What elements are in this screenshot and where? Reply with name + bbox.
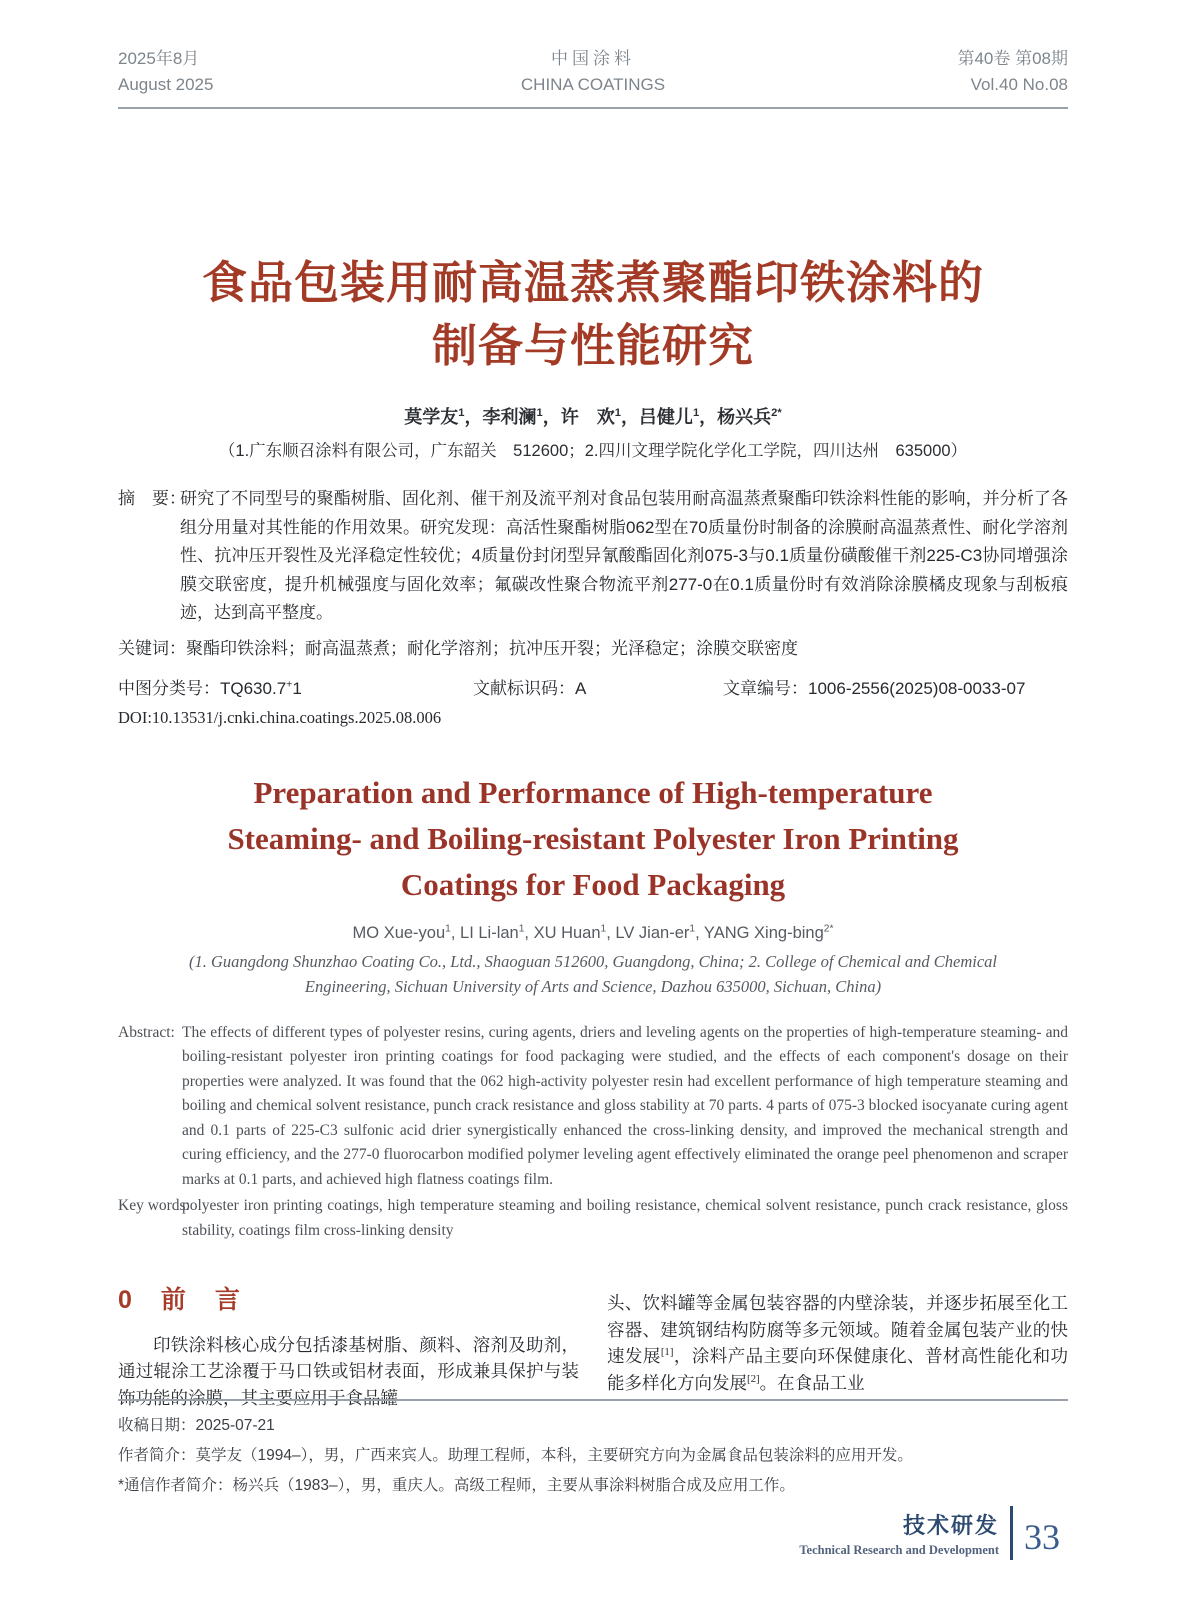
keywords-en-label: Key words: (118, 1197, 190, 1214)
intro-text: 头、饮料罐等金属包装容器的内壁涂装，并逐步拓展至化工容器、建筑钢结构防腐等多元领域。随着金属包装产业的快速发展 (607, 1293, 1068, 1366)
author-name: ，李利澜 (464, 407, 537, 427)
header-date-zh: 2025年8月 (118, 49, 200, 68)
header-journal (432, 46, 755, 98)
abstract-en-label: Abstract: (118, 1023, 175, 1041)
footer-section-zh: 技术研发 (902, 1512, 999, 1538)
keywords-zh (118, 635, 1068, 663)
author-name-en: , XU Huan (524, 923, 601, 942)
footnote-block (118, 1399, 1068, 1501)
citation-ref: [1] (660, 1346, 674, 1359)
meta-row (118, 674, 1068, 699)
footnote-corresponding-author: *通信作者简介：杨兴兵（1983–），男，重庆人。高级工程师，主要从事涂料树脂合成及应用工作。 (118, 1477, 795, 1494)
author-sup-en: 1 (518, 923, 525, 934)
paper-title-zh-line1: 食品包装用耐高温蒸煮聚酯印铁涂料的 (201, 257, 984, 308)
intro-column-left (118, 1283, 579, 1411)
affiliation-zh: （1.广东顺召涂料有限公司，广东韶关 512600；2.四川文理学院化学化工学院，四川达州 635000） (218, 442, 968, 460)
footer-section-labels (799, 1509, 999, 1558)
keywords-zh-label: 关键词： (118, 638, 186, 658)
abstract-zh (118, 485, 1068, 628)
abstract-en-text: The effects of different types of polyester resins, curing agents, driers and leveling agents on the properties of high-temperature steaming- and boiling-resistant polyester iron printing coatings for food packaging were studied, and the effects of each component's dosage on their properties were analyzed. It was found that the 062 high-activity polyester resin had excellent performance of high temperature steaming and boiling and chemical solvent resistance, punch crack resistance and gloss stability at 70 parts. 4 parts of 075-3 blocked isocyanate curing agent and 0.1 parts of 225-C3 sulfonic acid drier synergistically enhanced the cross-linking density, and improved the mechanical strength and curing efficiency, and the 277-0 fluorocarbon modified polymer leveling agent effectively eliminated the orange peel phenomenon and scraper marks at 0.1 parts, and achieved high flatness coatings film. (182, 1023, 1068, 1188)
author-sup: 1 (692, 407, 700, 419)
author-name: ，许 欢 (542, 407, 615, 427)
abstract-zh-text: 研究了不同型号的聚酯树脂、固化剂、催干剂及流平剂对食品包装用耐高温蒸煮聚酯印铁涂料性能的影响，并分析了各组分用量对其性能的作用效果。研究发现：高活性聚酯树脂062型在70质量份时制备的涂膜耐高温蒸煮性、耐化学溶剂性、抗冲压开裂性及光泽稳定性较优；4质量份封闭型异氰酸酯固化剂075-3与0.1质量份磺酸催干剂225-C3协同增强涂膜交联密度，提升机械强度与固化效率；氟碳改性聚合物流平剂277-0在0.1质量份时有效消除涂膜橘皮现象与刮板痕迹，达到高平整度。 (180, 489, 1068, 622)
header-issue (755, 46, 1069, 98)
citation-ref: [2] (747, 1372, 760, 1385)
journal-header (118, 0, 1068, 109)
paper-title-en-line2: Steaming- and Boiling-resistant Polyester Iron Printing (227, 820, 959, 856)
paper-title-zh (118, 251, 1068, 377)
authors-en (118, 924, 1068, 943)
paper-title-en-line3: Coatings for Food Packaging (400, 866, 786, 902)
intro-text: 。在食品工业 (759, 1372, 865, 1393)
author-sup: 1 (458, 407, 465, 419)
page-number: 33 (1024, 1517, 1060, 1557)
paper-title-en-line1: Preparation and Performance of High-temperature (253, 774, 933, 810)
author-sup: 1 (536, 407, 543, 419)
document-code: 文献标识码：A (473, 678, 587, 698)
keywords-en (118, 1194, 1068, 1243)
author-name-en: MO Xue-you (352, 923, 446, 942)
paper-title-en (118, 770, 1068, 908)
header-issue-en: Vol.40 No.08 (970, 75, 1068, 94)
keywords-en-text: polyester iron printing coatings, high temperature steaming and boiling resistance, chemical solvent resistance, punch crack resistance, gloss stability, coatings film cross-linking density (182, 1197, 1068, 1239)
footer-section-en: Technical Research and Development (799, 1542, 999, 1557)
author-name: ，吕健儿 (620, 407, 693, 427)
doi: DOI:10.13531/j.cnki.china.coatings.2025.08.006 (118, 707, 442, 727)
author-sup: 1 (614, 407, 621, 419)
affiliation-en-line1: (1. Guangdong Shunzhao Coating Co., Ltd., Shaoguan 512600, Guangdong, China; 2. College of Chemical and Chemical (188, 951, 998, 971)
keywords-zh-text: 聚酯印铁涂料；耐高温蒸煮；耐化学溶剂；抗冲压开裂；光泽稳定；涂膜交联密度 (186, 638, 798, 658)
header-issue-zh: 第40卷 第08期 (957, 49, 1068, 68)
intro-text: ，涂料产品主要向环保健康化、普材高性能化和功能多样化方向发展 (607, 1346, 1069, 1393)
abstract-zh-label: 摘 要： (118, 489, 186, 508)
author-sup-en: 2* (823, 923, 834, 934)
clc-value: 1 (292, 678, 302, 698)
intro-paragraph-left: 印铁涂料核心成分包括漆基树脂、颜料、溶剂及助剂，通过辊涂工艺涂覆于马口铁或铝材表面，形成兼具保护与装饰功能的涂膜，其主要应用于食品罐 (118, 1334, 579, 1408)
affiliation-en (118, 949, 1068, 999)
header-date (118, 46, 432, 98)
affiliation-en-line2: Engineering, Sichuan University of Arts and Science, Dazhou 635000, Sichuan, China) (304, 976, 882, 996)
header-date-en: August 2025 (118, 75, 214, 94)
footnote-author-bio: 作者简介：莫学友（1994–），男，广西来宾人。助理工程师，本科，主要研究方向为金属食品包装涂料的应用开发。 (118, 1447, 913, 1464)
clc-label: 中图分类号： (118, 678, 220, 698)
intro-column-right (607, 1283, 1068, 1411)
clc-value: TQ630.7 (220, 678, 287, 698)
author-name-en: , LI Li-lan (450, 923, 519, 942)
paper-title-zh-line2: 制备与性能研究 (431, 320, 754, 371)
footnote-received-date: 收稿日期：2025-07-21 (118, 1417, 275, 1434)
article-id: 文章编号：1006-2556(2025)08-0033-07 (723, 678, 1026, 698)
author-name: ，杨兴兵 (699, 407, 772, 427)
author-sup: 2* (771, 407, 782, 419)
author-name: 莫学友 (404, 407, 459, 427)
author-name-en: , YANG Xing-bing (695, 923, 824, 942)
header-journal-en: CHINA COATINGS (520, 75, 666, 94)
authors-zh (118, 403, 1068, 429)
page-footer (799, 1506, 1060, 1560)
clc-sup: + (286, 677, 293, 690)
author-name-en: , LV Jian-er (606, 923, 690, 942)
intro-section (118, 1283, 1068, 1411)
header-journal-zh: 中国涂料 (551, 49, 635, 68)
abstract-en (118, 1021, 1068, 1193)
author-sup-en: 1 (445, 923, 451, 934)
author-sup-en: 1 (689, 923, 696, 934)
page-content (118, 0, 1068, 1411)
footer-divider-bar (1010, 1506, 1013, 1560)
intro-heading: 0 前 言 (118, 1286, 242, 1314)
author-sup-en: 1 (600, 923, 607, 934)
clc-number (118, 674, 473, 699)
